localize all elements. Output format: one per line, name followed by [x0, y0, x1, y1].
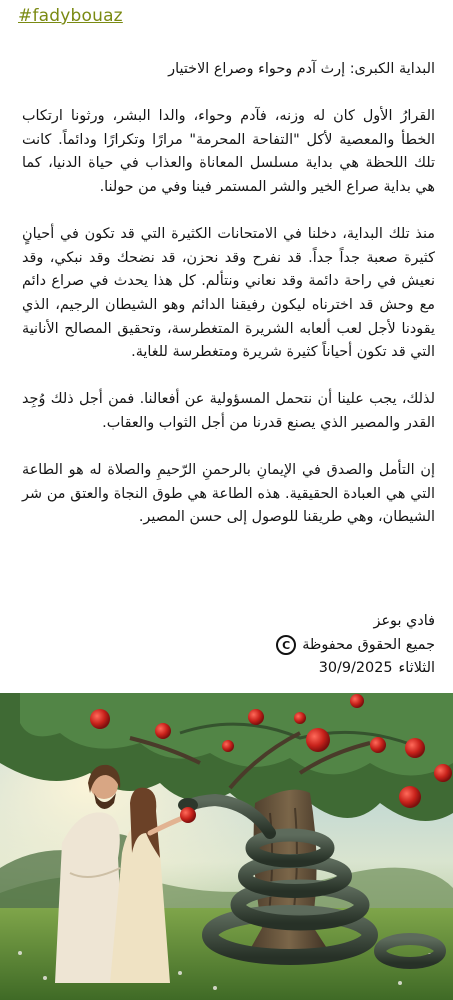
copyright-icon: C [276, 635, 296, 655]
post-paragraph: لذلك، يجب علينا أن نتحمل المسؤولية عن أفعالنا. فمن أجل ذلك وُجِد القدر والمصير الذي يصنع قدرنا من أجل الثواب والعقاب. [22, 391, 435, 431]
post-paragraph: القرارُ الأول كان له وزنه، فآدم وحواء، والدا البشر، ورثونا ارتكاب الخطأ والمعصية لأكل "التفاحة المحرمة" مرارًا وتكرارًا ودائماً. كانت تلك اللحظة هي بداية مسلسل المعاناة والعذاب في حياة الدنيا، كما هي بداية صراع الخير والشر المستمر فينا وفي من حولنا. [22, 108, 435, 195]
author-name: فادي بوعز [373, 613, 435, 629]
signature-block [276, 610, 435, 681]
post-paragraph: منذ تلك البداية، دخلنا في الامتحانات الكثيرة التي قد تكون في أحيانٍ كثيرة صعبة جداً جداً. قد نفرح وقد نحزن، قد نضحك وقد نبكي، وقد نعيش في راحة دائمة وقد نعاني ونتألم. كل هذا يحدث في صراع دائم مع وحش قد اخترناه ليكون رفيقنا الدائم وهو الشيطان الرجيم، الذي يقودنا لأجل لعب ألعابه الشريرة المتغطرسة، وتحقيق المصالح الأنانية التي قد تكون أحياناً كثيرة شريرة ومتغطرسة للغاية. [22, 226, 435, 361]
hashtag-link[interactable]: #fadybouaz [18, 6, 123, 26]
post-date: 30/9/2025 [318, 660, 393, 677]
post-paragraph: إن التأمل والصدق في الإيمانِ بالرحمنِ الرّحيمِ والصلاة له هو الطاعة التي هي العبادة الحقيقية. هذه الطاعة هي طوق النجاة والعتق من شر الشيطان، وهي طريقنا للوصول إلى حسن المصير. [22, 462, 435, 526]
post-image[interactable] [0, 693, 453, 1000]
day-name: الثلاثاء [398, 660, 435, 677]
date-line [276, 657, 435, 681]
post-title: البداية الكبرى: إرث آدم وحواء وصراع الاختيار [168, 61, 435, 77]
adam-eve-serpent-illustration [0, 693, 453, 1000]
rights-text: جميع الحقوق محفوظة [302, 636, 435, 653]
post-body [22, 58, 435, 553]
rights-line [276, 634, 435, 658]
